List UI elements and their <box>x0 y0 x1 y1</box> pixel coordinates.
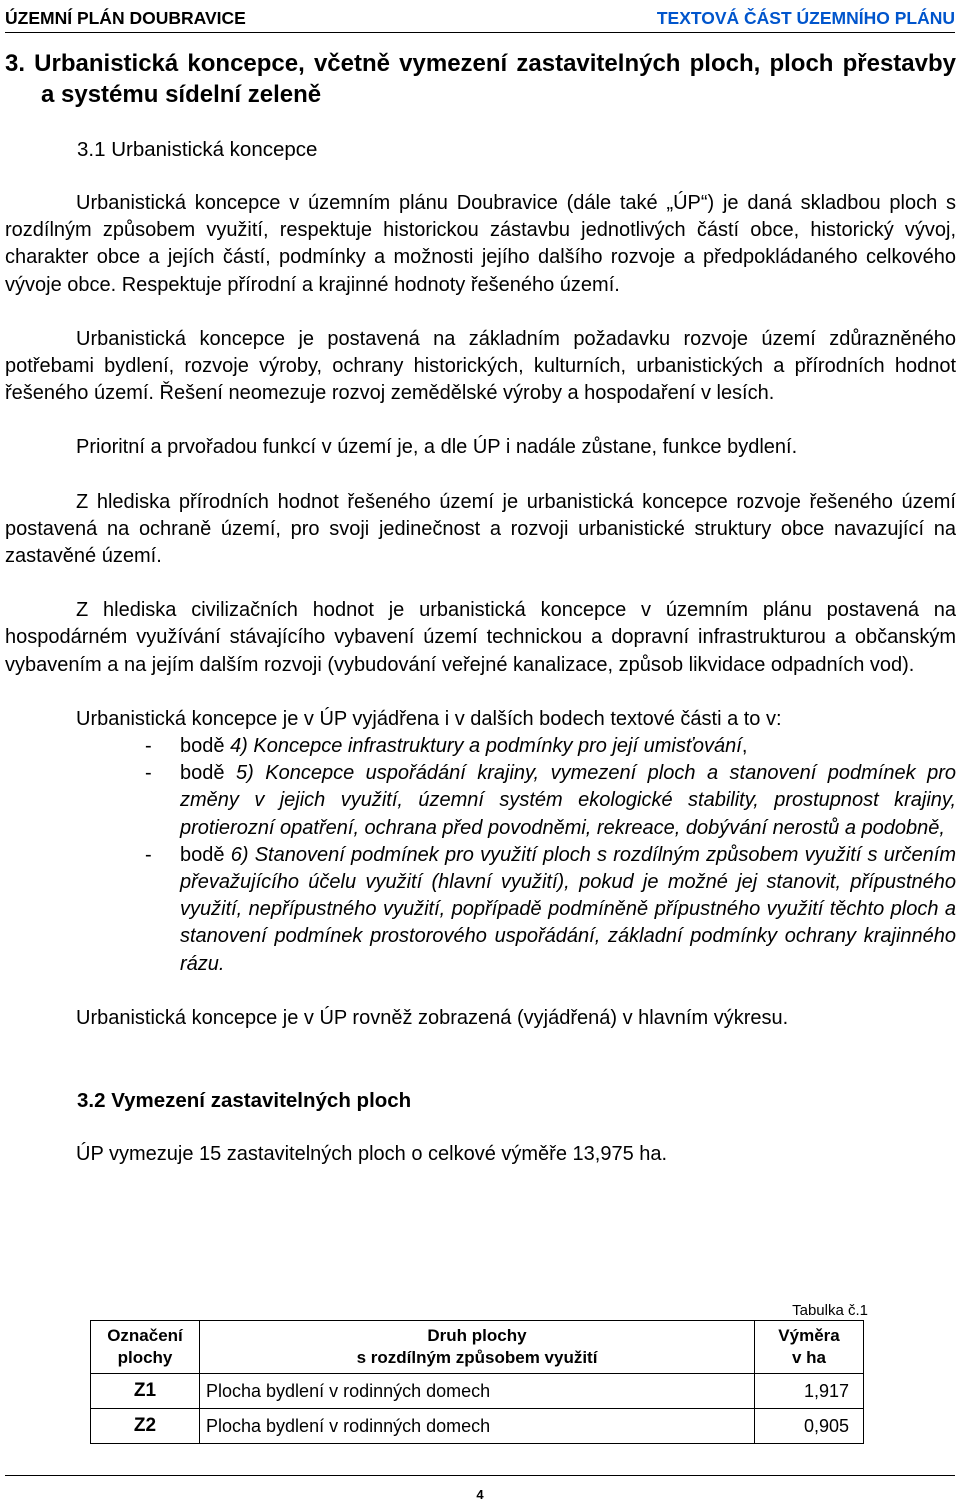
closing-paragraph: Urbanistická koncepce je v ÚP rovněž zobrazená (vyjádřená) v hlavním výkresu. <box>76 1006 789 1029</box>
paragraph-6: Urbanistická koncepce je v ÚP vyjádřena i v dalších bodech textové části a to v: <box>76 707 782 730</box>
header-code: Označení plochy <box>91 1321 200 1374</box>
chapter-title: 3. Urbanistická koncepce, včetně vymezení zastavitelných ploch, ploch přestavby a systému sídelní zeleně <box>5 50 956 108</box>
paragraph-2: Urbanistická koncepce je postavená na základním požadavku rozvoje území zdůrazněného potřebami bydlení, rozvoje výroby, ochrany historických, kulturních, urbanistických a přírodních hodnot řešeného území. Řešení neomezuje rozvoj zemědělské výroby a hospodaření v lesích. <box>5 327 956 405</box>
table-row <box>91 1374 864 1409</box>
section-2-intro: ÚP vymezuje 15 zastavitelných ploch o celkové výměře 13,975 ha. <box>76 1143 668 1166</box>
cell-code: Z2 <box>91 1409 200 1444</box>
cell-kind: Plocha bydlení v rodinných domech <box>200 1374 755 1409</box>
zones-table <box>90 1320 864 1444</box>
table-caption: Tabulka č.1 <box>792 1302 868 1319</box>
footer-divider <box>5 1475 955 1476</box>
header-area: Výměra v ha <box>755 1321 864 1374</box>
table-header-row <box>91 1321 864 1374</box>
paragraph-5: Z hlediska civilizačních hodnot je urbanistická koncepce v územním plánu postavená na hospodárném využívání stávajícího vybavení území technickou a dopravní infrastrukturou a občanským vybavením a na jejím dalším rozvoji (vybudování veřejné kanalizace, způsob likvidace odpadních vod). <box>5 599 956 676</box>
header-kind: Druh plochy s rozdílným způsobem využití <box>200 1321 755 1374</box>
list-item: - bodě 5) Koncepce uspořádání krajiny, vymezení ploch a stanovení podmínek pro změny v jejich využití, územní systém ekologické stability, prostupnost krajiny, protierozní opatření, ochrana před povodněmi, rekreace, dobývání nerostů a podobně, <box>145 762 956 839</box>
table-row <box>91 1409 864 1444</box>
paragraph-4: Z hlediska přírodních hodnot řešeného území je urbanistická koncepce rozvoje řešeného území postavená na ochraně území, pro svoji jedinečnost a rozvoji urbanistické struktury obce navazující na zastavěné území. <box>5 490 956 568</box>
page-header <box>5 6 955 33</box>
document-part: TEXTOVÁ ČÁST ÚZEMNÍHO PLÁNU <box>656 8 955 28</box>
cell-kind: Plocha bydlení v rodinných domech <box>200 1409 755 1444</box>
reference-list <box>5 733 956 978</box>
paragraph-1: Urbanistická koncepce v územním plánu Doubravice (dále také „ÚP“) je daná skladbou ploch s rozdílným způsobem využití, respektuje historickou zástavbu jednotlivých částí obce, historický vývoj, charakter obce a jejích částí, podmínky a možnosti jejího dalšího rozvoje a předpokládaného celkového vývoje obce. Respektuje přírodní a krajinné hodnoty řešeného území. <box>5 192 956 296</box>
cell-area: 1,917 <box>755 1374 864 1409</box>
list-item: - bodě 6) Stanovení podmínek pro využití ploch s rozdílným způsobem využití s určením převažujícího účelu využití (hlavní využití), pokud je možné jej stanovit, přípustného využití, nepřípustného využití, popřípadě podmíněně přípustného využití těchto ploch a stanovení podmínek prostorového uspořádání, základní podmínky ochrany krajinného rázu. <box>145 843 956 975</box>
section-heading-3-2: 3.2 Vymezení zastavitelných ploch <box>77 1089 412 1113</box>
list-item: - bodě 4) Koncepce infrastruktury a podmínky pro její umisťování, <box>145 735 748 758</box>
cell-code: Z1 <box>91 1374 200 1409</box>
cell-area: 0,905 <box>755 1409 864 1444</box>
page-content <box>5 48 956 1168</box>
document-title: ÚZEMNÍ PLÁN DOUBRAVICE <box>5 8 246 28</box>
page-number: 4 <box>476 1487 484 1502</box>
section-heading-3-1: 3.1 Urbanistická koncepce <box>77 138 318 161</box>
paragraph-3: Prioritní a prvořadou funkcí v území je, a dle ÚP i nadále zůstane, funkce bydlení. <box>76 436 798 459</box>
